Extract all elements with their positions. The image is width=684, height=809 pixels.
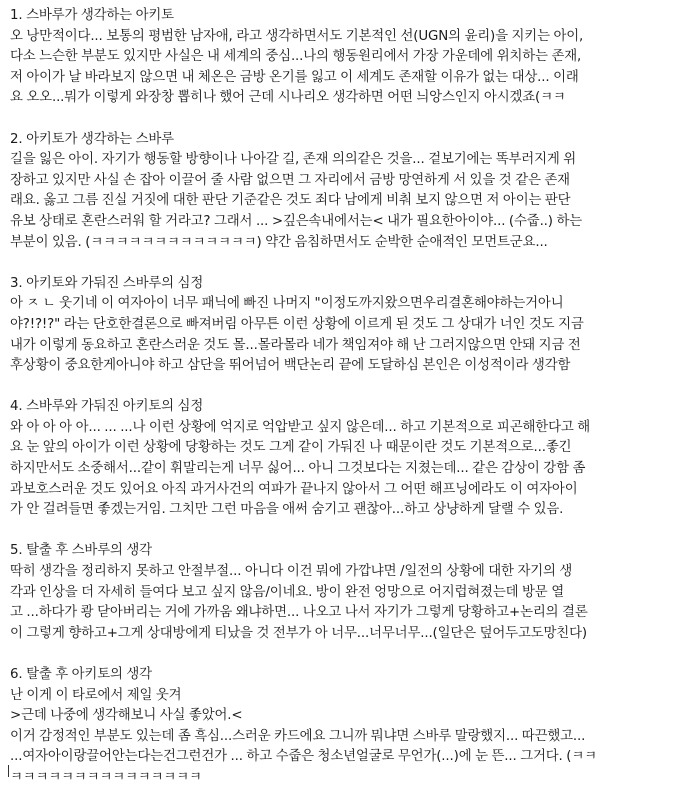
paragraph-line: 후상황이 중요한게아니야 하고 삼단을 뛰어넘어 백단논리 끝에 도달하심 본인은 이성적이라 생각함 — [10, 358, 571, 374]
paragraph-line: ...여자아이랑끌어안는다는건그런건가 ... 하고 수줍은 청소년얼굴로 무언가(...)에 눈 뜬... 그거다. (ㅋㅋ — [10, 749, 597, 765]
paragraph-line: ㅋㅋㅋㅋㅋㅋㅋㅋㅋㅋㅋㅋㅋㅋㅋ — [10, 769, 202, 785]
section-paragraph — [10, 418, 680, 521]
text-cursor[interactable] — [8, 765, 9, 777]
paragraph-line: 과보호스러운 것도 있어요 아직 과거사건의 여파가 끝나지 않아서 그 어떤 해프닝에라도 이 여자아이 — [10, 481, 578, 497]
section-paragraph — [10, 27, 680, 109]
section-paragraph — [10, 686, 680, 789]
section-heading: 5. 탈출 후 스바루의 생각 — [10, 543, 152, 559]
paragraph-line: 부분이 있음. (ㅋㅋㅋㅋㅋㅋㅋㅋㅋㅋㅋㅋㅋ) 약간 음침하면서도 순박한 순애적인 모먼트군요... — [10, 234, 548, 250]
section-heading: 4. 스바루와 가둬진 아키토의 심정 — [10, 399, 204, 415]
section-2 — [10, 130, 680, 254]
paragraph-line: 야?!?!?" 라는 단호한결론으로 빠져버림 아무튼 이런 상황에 이르게 된 것도 그 상대가 너인 것도 지금 — [10, 316, 584, 332]
section-1 — [10, 6, 680, 109]
paragraph-line: 내가 이렇게 동요하고 혼란스러운 것도 몰...몰라몰라 네가 책임져야 해 난 그러지않으면 안돼 지금 전 — [10, 337, 581, 353]
paragraph-line: 가 안 걸려들면 좋겠는거임. 그치만 그런 마음을 애써 숨기고 괜찮아...하고 상냥하게 달랠 수 있음. — [10, 502, 564, 518]
section-5 — [10, 541, 680, 644]
section-paragraph — [10, 150, 680, 253]
paragraph-line: 오 낭만적이다... 보통의 평범한 남자애, 라고 생각하면서도 기본적인 선(UGN의 윤리)을 지키는 아이, — [10, 28, 584, 44]
section-6 — [10, 665, 680, 789]
paragraph-line: 하지만서도 소중해서...같이 휘말리는게 너무 싫어... 아니 그것보다는 지쳤는데... 같은 감상이 강함 좀 — [10, 461, 586, 477]
section-heading: 1. 스바루가 생각하는 아키토 — [10, 8, 174, 23]
section-paragraph — [10, 294, 680, 376]
paragraph-line: 장하고 있지만 사실 손 잡아 이끌어 줄 사람 없으면 그 자리에서 금방 망연하게 서 있을 것 같은 존재 — [10, 172, 570, 188]
section-4 — [10, 397, 680, 521]
paragraph-line: 길을 잃은 아이. 자기가 행동할 방향이나 나아갈 길, 존재 의의같은 것을... 겉보기에는 똑부러지게 위 — [10, 152, 577, 168]
paragraph-line: 와 아 아 아 아... ... ...나 이런 상황에 억지로 억압받고 싶지 않은데... 하고 기본적으로 피곤해한다고 해 — [10, 419, 591, 435]
paragraph-line: 아 ㅈ ㄴ 웃기네 이 여자아이 너무 패닉에 빠진 나머지 "이정도까지왔으면우리결혼해야하는거아니 — [10, 296, 564, 312]
paragraph-line: 딱히 생각을 정리하지 못하고 안절부절... 아니다 이건 뭐에 가깝냐면 /일전의 상황에 대한 자기의 생 — [10, 564, 573, 580]
section-heading: 6. 탈출 후 아키토의 생각 — [10, 667, 152, 682]
section-paragraph — [10, 562, 680, 644]
paragraph-line: 이거 감정적인 부분도 있는데 좀 흑심...스러운 카드에요 그니까 뭐냐면 스바루 말랑했지... 따끈했고... — [10, 728, 586, 744]
paragraph-line: 래요. 옳고 그름 진실 거짓에 대한 판단 기준같은 것도 죄다 남에게 비춰 보지 않으면 저 아이는 판단 — [10, 193, 571, 209]
paragraph-line: 고 ...하다가 쾅 닫아버리는 거에 가까움 왜냐하면... 나오고 나서 자기가 그렇게 당황하고+논리의 결론 — [10, 605, 588, 621]
paragraph-line: 난 이게 이 타로에서 제일 웃겨 — [10, 687, 182, 703]
paragraph-line: 각과 인상을 더 자세히 들여다 보고 싶지 않음/이네요. 방이 완전 엉망으로 어지럽혀졌는데 방문 열 — [10, 584, 564, 600]
paragraph-line: 유보 상태로 혼란스러워 할 거라고? 그래서 ... >깊은속내에서는< 내가 필요한아이야... (수줍..) 하는 — [10, 213, 583, 229]
paragraph-line: >근데 나중에 생각해보니 사실 좋았어.< — [10, 708, 243, 724]
paragraph-line: 다소 느슨한 부분도 있지만 사실은 내 세계의 중심...나의 행동원리에서 가장 가운데에 위치하는 존재, — [10, 49, 582, 65]
paragraph-line: 이 그렇게 향하고+그게 상대방에게 티났을 것 전부가 아 너무...너무너무...(일단은 덮어두고도망친다) — [10, 625, 587, 641]
section-heading: 2. 아키토가 생각하는 스바루 — [10, 131, 174, 147]
section-3 — [10, 274, 680, 377]
paragraph-line: 요 눈 앞의 아이가 이런 상황에 당황하는 것도 그게 같이 가둬진 나 때문이란 것도 기본적으로...좋긴 — [10, 440, 572, 456]
paragraph-line: 요 오오...뭐가 이렇게 와장창 뽑히나 했어 근데 시나리오 생각하면 어떤 늬앙스인지 아시겠죠(ㅋㅋ — [10, 90, 566, 106]
paragraph-line: 저 아이가 날 바라보지 않으면 내 체온은 금방 온기를 잃고 이 세계도 존재할 이유가 없는 대상... 이래 — [10, 69, 579, 85]
section-heading: 3. 아키토와 가둬진 스바루의 심정 — [10, 275, 204, 291]
document-body — [10, 6, 680, 809]
